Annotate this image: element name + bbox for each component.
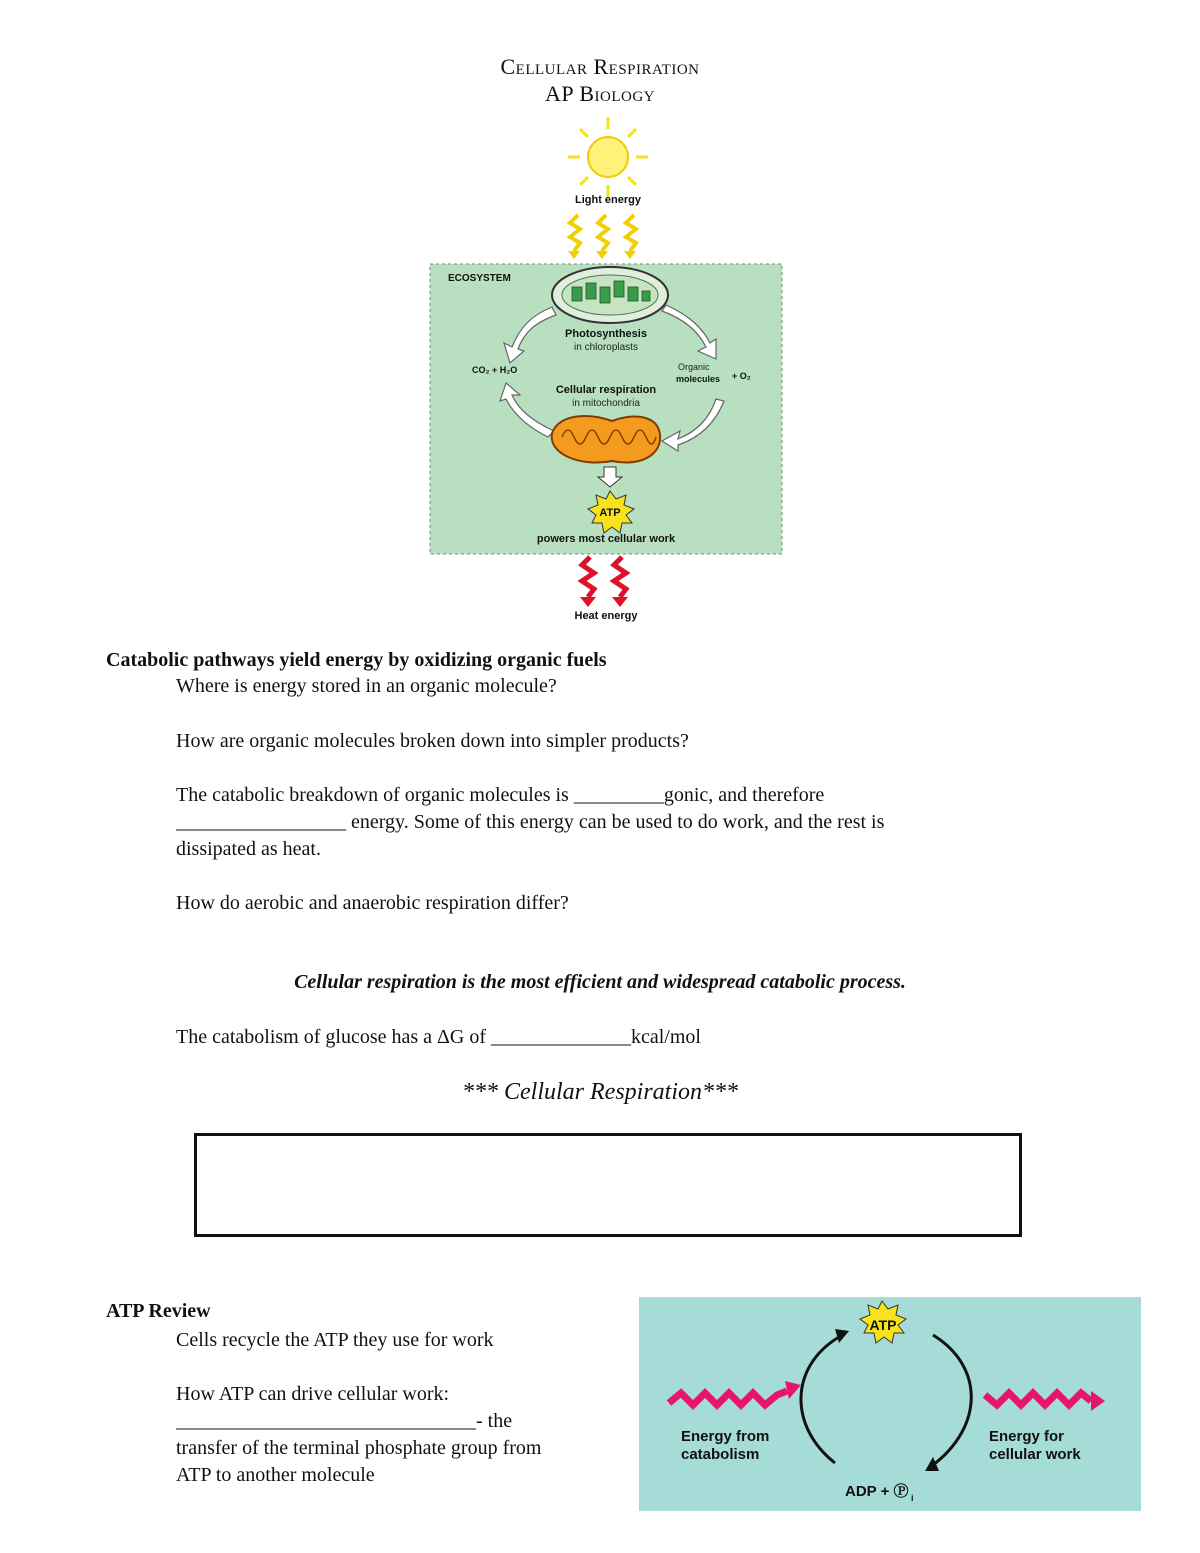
respiration-label: Cellular respiration <box>555 384 657 396</box>
fill-in-line-2: _________________ energy. Some of this energy can be used to do work, and the rest is <box>176 811 885 833</box>
ecosystem-label: ECOSYSTEM <box>448 273 511 284</box>
adp-pi-label: ADP + Ⓟ <box>845 1483 909 1500</box>
chloroplast-icon <box>552 267 668 323</box>
section-heading-catabolic: Catabolic pathways yield energy by oxidizing organic fuels <box>106 649 607 671</box>
atp-line-molecule: ATP to another molecule <box>176 1464 375 1486</box>
atp-label: ATP <box>869 1317 897 1333</box>
section-heading-atp: ATP Review <box>106 1300 211 1322</box>
page-subtitle: AP Biology <box>545 81 655 106</box>
question-energy-stored: Where is energy stored in an organic molecule? <box>176 675 557 697</box>
light-energy-arrows <box>570 215 636 251</box>
atp-line-transfer: transfer of the terminal phosphate group from <box>176 1437 542 1459</box>
co2-h2o-label: CO₂ + H₂O <box>472 365 518 375</box>
page-title: Cellular Respiration <box>500 54 700 79</box>
heat-energy-arrows <box>582 557 626 597</box>
section-heading-efficient: Cellular respiration is the most efficient and widespread catabolic process. <box>294 971 906 993</box>
mitochondrion-icon <box>552 416 660 463</box>
atp-fill-blank: ______________________________- the <box>176 1410 513 1432</box>
molecules-label: molecules <box>676 374 721 384</box>
photosynthesis-sublabel: in chloroplasts <box>574 342 638 353</box>
heat-arrowheads <box>580 597 628 607</box>
cellular-respiration-title: *** Cellular Respiration*** <box>462 1079 738 1105</box>
question-broken-down: How are organic molecules broken down into simpler products? <box>176 730 689 752</box>
energy-from-label: Energy from <box>681 1428 770 1445</box>
fill-in-line-1: The catabolic breakdown of organic molecules is _________gonic, and therefore <box>176 784 825 806</box>
heat-energy-label: Heat energy <box>574 610 638 622</box>
atp-line-recycle: Cells recycle the ATP they use for work <box>176 1329 494 1351</box>
energy-for-label: Energy for <box>989 1428 1065 1445</box>
atp-line-drive: How ATP can drive cellular work: <box>176 1383 450 1405</box>
respiration-sublabel: in mitochondria <box>572 398 640 409</box>
question-aerobic-anaerobic: How do aerobic and anaerobic respiration differ? <box>176 892 569 914</box>
ecosystem-figure <box>420 115 800 625</box>
delta-g-question: The catabolism of glucose has a ΔG of ______________kcal/mol <box>176 1026 701 1048</box>
light-energy-label: Light energy <box>574 194 642 206</box>
pi-subscript: i <box>911 1493 914 1503</box>
powers-label: powers most cellular work <box>536 533 676 545</box>
organic-label: Organic <box>678 362 710 372</box>
atp-label: ATP <box>599 507 621 519</box>
catabolism-label: catabolism <box>681 1446 760 1463</box>
atp-cycle-figure <box>639 1297 1141 1511</box>
light-arrowheads <box>568 251 636 259</box>
o2-label: + O₂ <box>732 371 751 381</box>
photosynthesis-label: Photosynthesis <box>565 328 647 340</box>
sun-icon <box>568 117 648 197</box>
fill-in-line-3: dissipated as heat. <box>176 838 321 860</box>
answer-box <box>194 1133 1022 1237</box>
cellular-work-label: cellular work <box>989 1446 1081 1463</box>
